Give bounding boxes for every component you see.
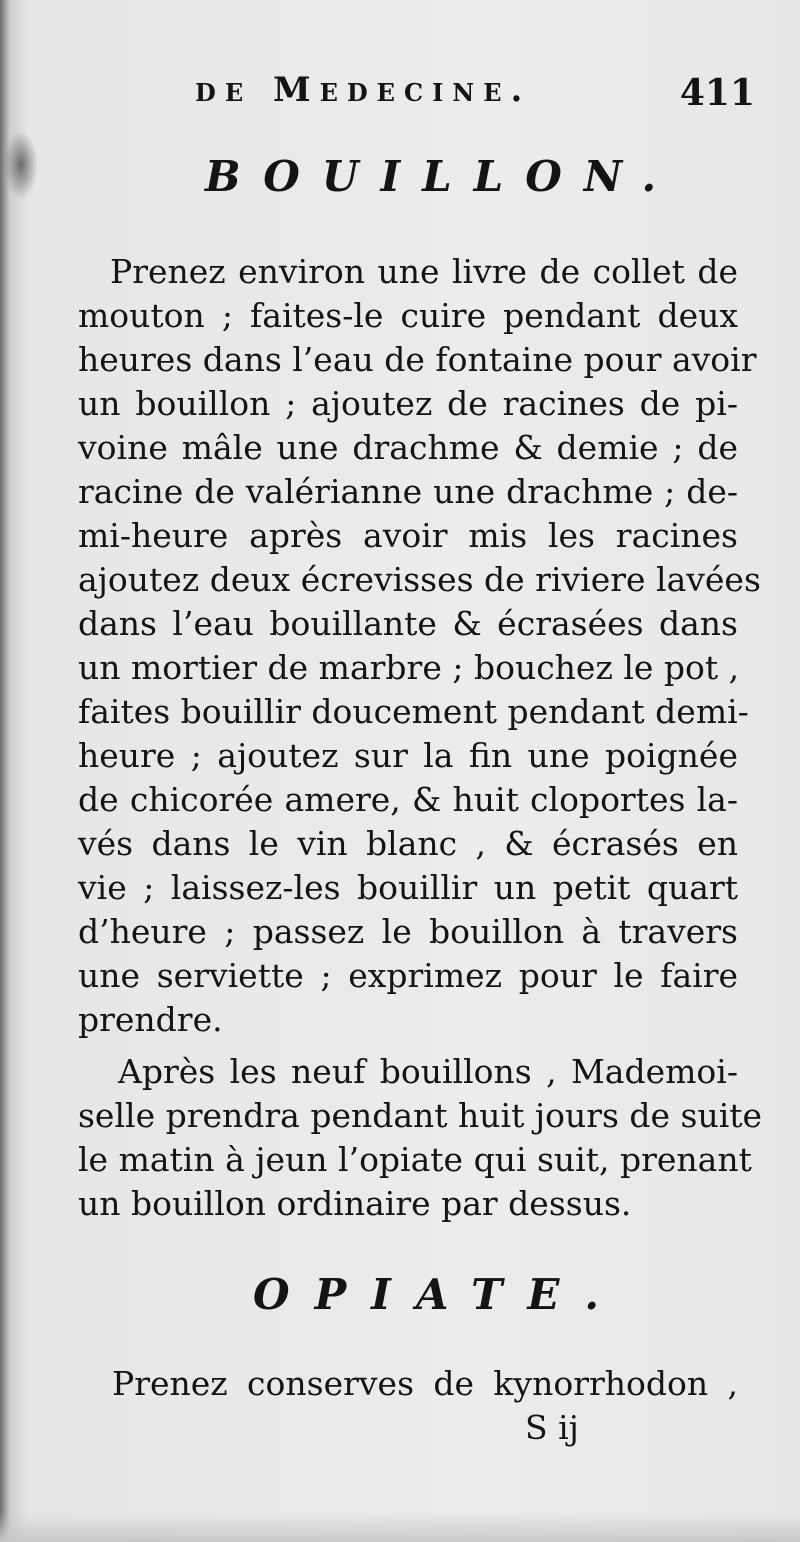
running-title: de Medecine. (195, 70, 532, 110)
text-line: un mortier de marbre ; bouchez le pot , (78, 648, 740, 687)
text-line: heures dans l’eau de fontaine pour avoir (78, 340, 757, 379)
text-line: mi-heure après avoir mis les racines (78, 516, 738, 555)
text-line: vie ; laissez-les bouillir un petit quart (78, 868, 738, 907)
text-line: Prenez conserves de kynorrhodon , (112, 1364, 738, 1403)
text-line: faites bouillir doucement pendant demi- (78, 692, 749, 731)
text-line: mouton ; faites-le cuire pendant deux (78, 296, 738, 335)
section-heading-bouillon: BOUILLON. (205, 152, 679, 201)
text-line: Prenez environ une livre de collet de (110, 252, 738, 291)
text-line: Après les neuf bouillons , Mademoi- (118, 1052, 738, 1091)
text-line: un bouillon ; ajoutez de racines de pi- (78, 384, 738, 423)
text-line: heure ; ajoutez sur la fin une poignée (78, 736, 738, 775)
text-line: racine de valérianne une drachme ; de- (78, 472, 738, 511)
page-smudge (4, 130, 38, 200)
text-line: dans l’eau bouillante & écrasées dans (78, 604, 738, 643)
text-line: un bouillon ordinaire par dessus. (78, 1184, 632, 1223)
page-edge (0, 1512, 800, 1542)
text-line: de chicorée amere, & huit cloportes la- (78, 780, 738, 819)
text-line: vés dans le vin blanc , & écrasés en (78, 824, 738, 863)
text-line: prendre. (78, 1000, 223, 1039)
text-line: voine mâle une drachme & demie ; de (78, 428, 738, 467)
section-heading-opiate: OPIATE. (253, 1270, 624, 1319)
page-header (195, 70, 755, 120)
signature-mark: S ij (525, 1408, 579, 1447)
text-line: le matin à jeun l’opiate qui suit, prenant (78, 1140, 752, 1179)
text-line: une serviette ; exprimez pour le faire (78, 956, 738, 995)
page-number: 411 (679, 72, 755, 114)
text-line: d’heure ; passez le bouillon à travers (78, 912, 738, 951)
text-line: ajoutez deux écrevisses de riviere lavées (78, 560, 761, 599)
text-line: selle prendra pendant huit jours de suite (78, 1096, 763, 1135)
